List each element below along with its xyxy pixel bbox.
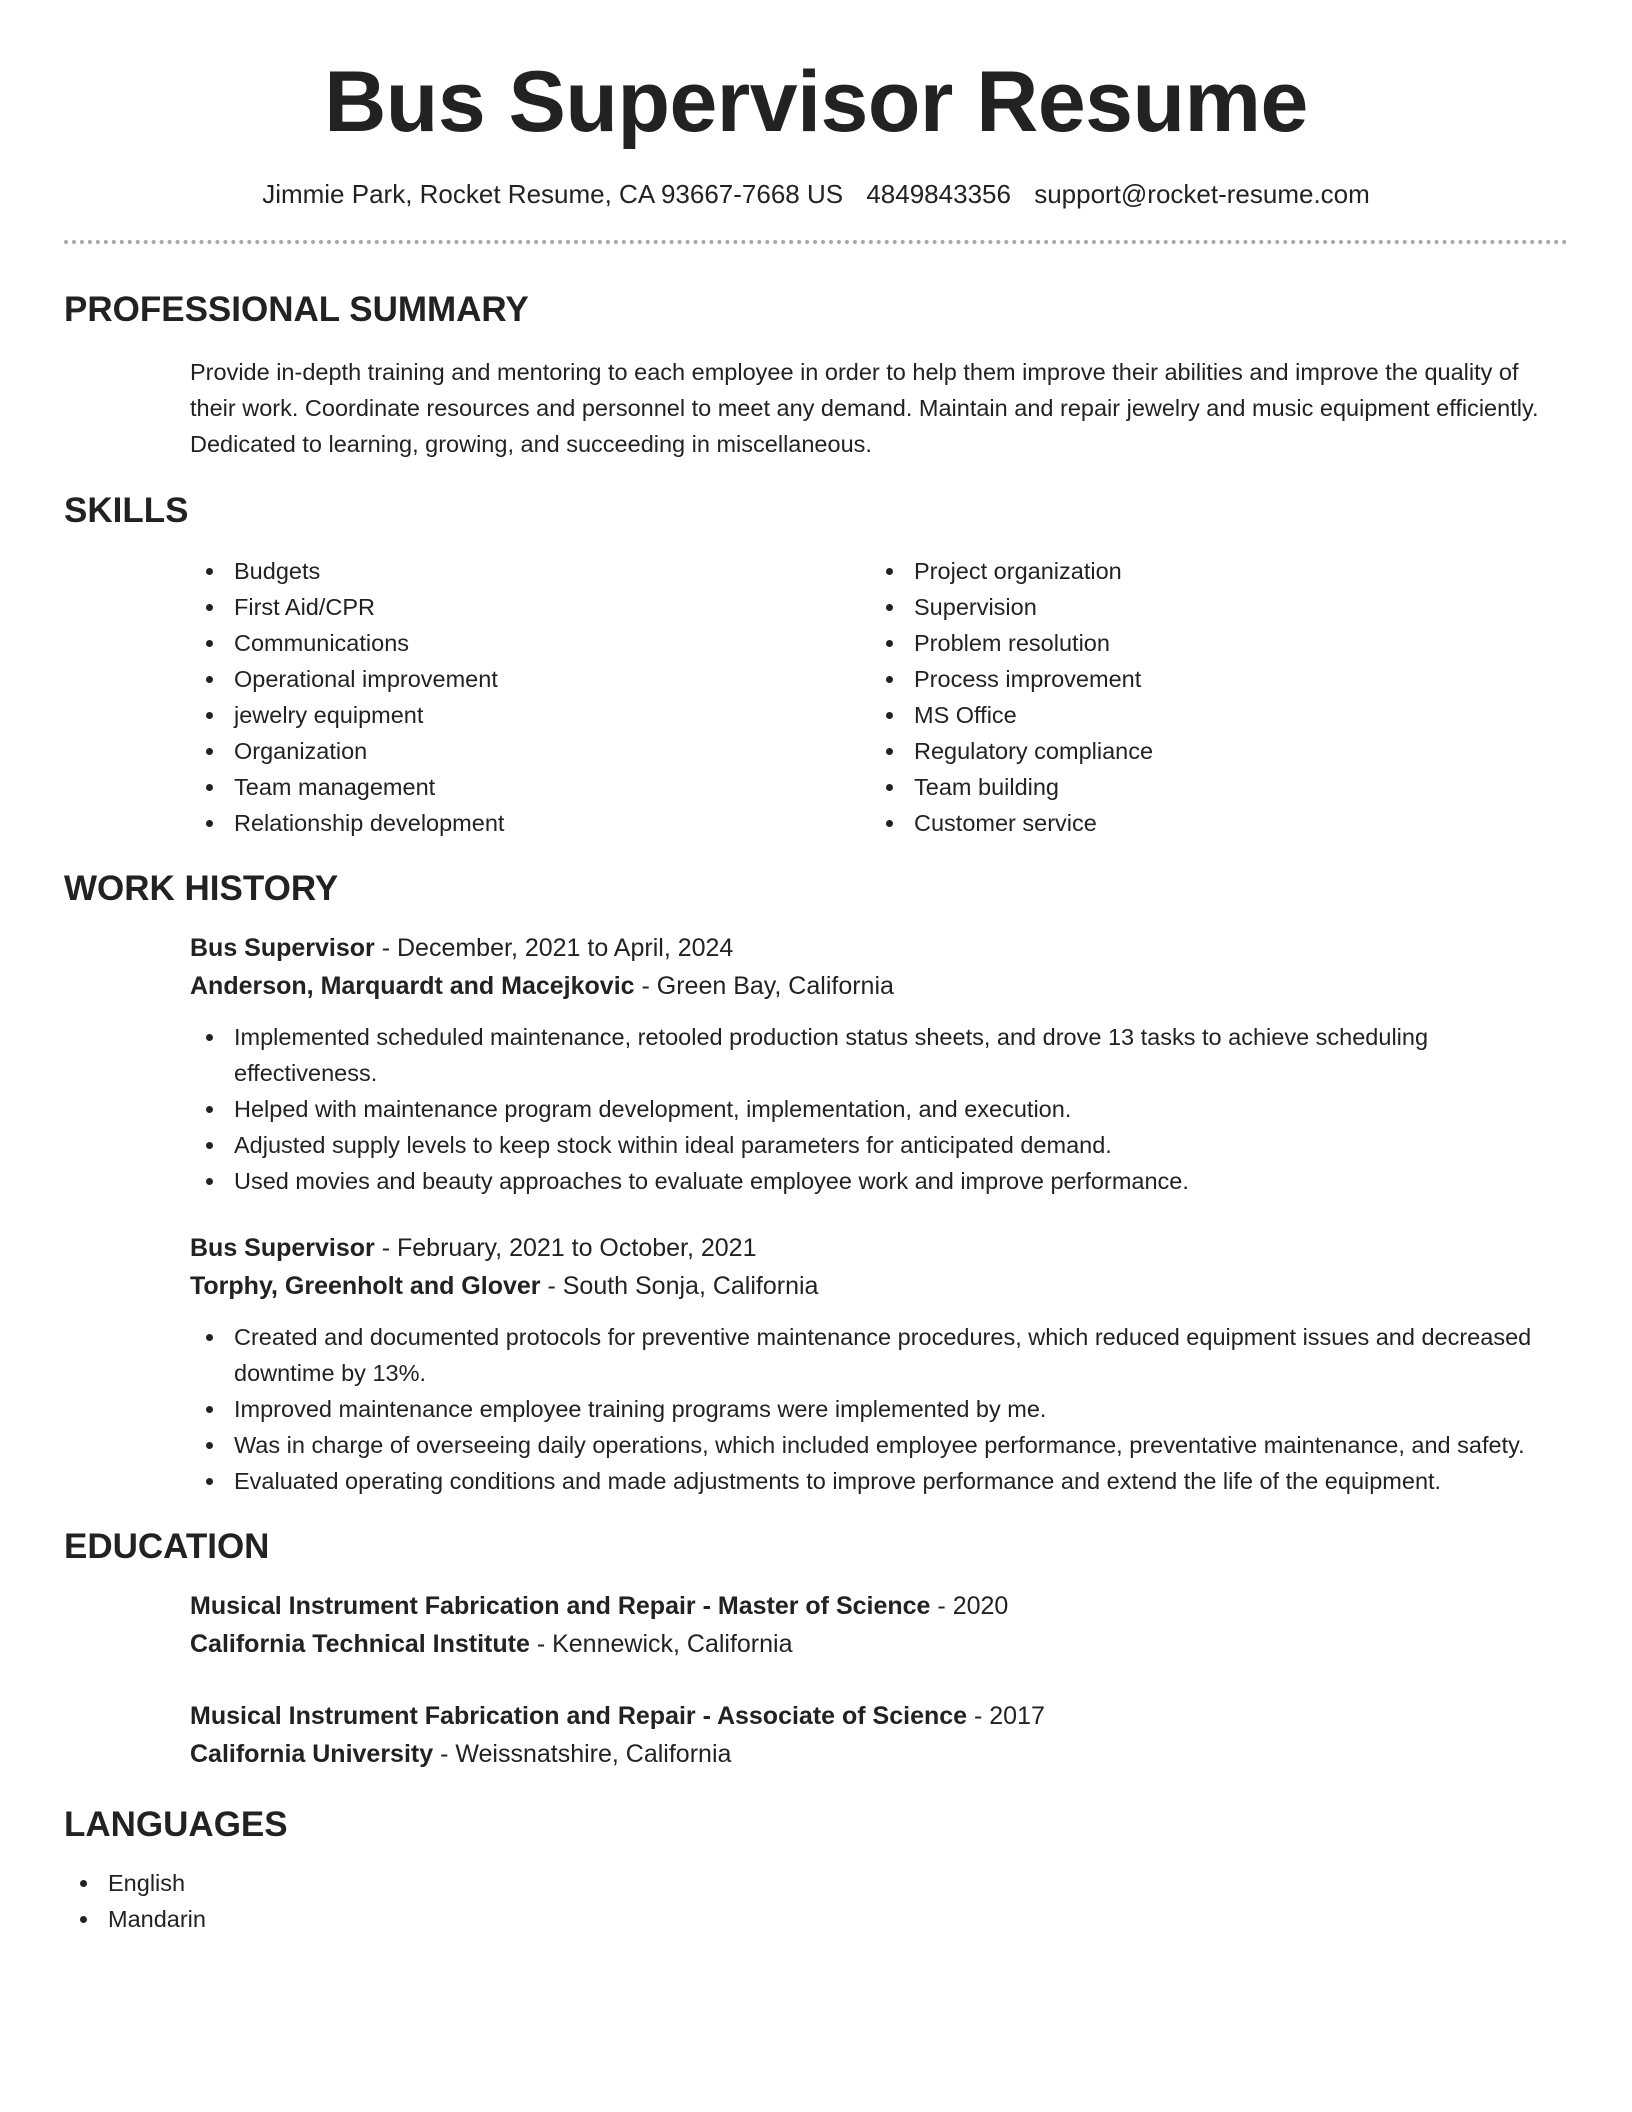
job-title: Bus Supervisor bbox=[190, 1234, 375, 1262]
job-title-line: Bus Supervisor - February, 2021 to October, 2021 bbox=[190, 1234, 757, 1262]
education-degree: Musical Instrument Fabrication and Repair - Associate of Science bbox=[190, 1702, 968, 1730]
list-item: Organization bbox=[190, 733, 870, 769]
list-item: Relationship development bbox=[190, 805, 870, 841]
list-item: Implemented scheduled maintenance, retooled production status sheets, and drove 13 tasks to achieve scheduling effectiveness. bbox=[190, 1019, 1568, 1091]
education-degree: Musical Instrument Fabrication and Repair - Master of Science bbox=[190, 1592, 931, 1620]
list-item: Budgets bbox=[190, 553, 870, 589]
education-school: California University bbox=[190, 1740, 434, 1768]
education-year: 2020 bbox=[952, 1592, 1009, 1620]
job-company: Torphy, Greenholt and Glover bbox=[190, 1272, 541, 1300]
skills-grid bbox=[190, 553, 1568, 841]
contact-address: Jimmie Park, Rocket Resume, CA 93667-7668 US bbox=[262, 179, 844, 209]
contact-phone: 4849843356 bbox=[866, 179, 1011, 209]
job-title-line: Bus Supervisor - December, 2021 to April, 2024 bbox=[190, 934, 734, 962]
list-item: Team management bbox=[190, 769, 870, 805]
job-entry bbox=[190, 929, 1568, 1199]
list-item: MS Office bbox=[870, 697, 1550, 733]
job-bullets bbox=[190, 1019, 1568, 1199]
job-location: South Sonja, California bbox=[562, 1272, 819, 1300]
list-item: Created and documented protocols for preventive maintenance procedures, which reduced equipment issues and decreased downtime by 13%. bbox=[190, 1319, 1568, 1391]
work-section bbox=[64, 867, 1568, 1499]
job-dates: December, 2021 to April, 2024 bbox=[397, 934, 734, 962]
list-item: Project organization bbox=[870, 553, 1550, 589]
summary-text: Provide in-depth training and mentoring to each employee in order to help them improve their abilities and improve the quality of their work. Coordinate resources and personnel to meet any demand. Maintain and repair jewelry and music equipment efficiently. Dedicated to learning, growing, and succeeding in miscellaneous. bbox=[190, 359, 1539, 457]
list-item: Adjusted supply levels to keep stock within ideal parameters for anticipated demand. bbox=[190, 1127, 1568, 1163]
education-degree-line: Musical Instrument Fabrication and Repair - Associate of Science - 2017 bbox=[190, 1702, 1045, 1730]
education-entry bbox=[190, 1587, 1568, 1663]
skills-heading: SKILLS bbox=[64, 491, 189, 530]
education-school-line: California University - Weissnatshire, California bbox=[190, 1740, 732, 1768]
list-item: Communications bbox=[190, 625, 870, 661]
work-heading: WORK HISTORY bbox=[64, 869, 339, 908]
list-item: English bbox=[64, 1865, 1568, 1901]
skills-right-list bbox=[870, 553, 1550, 841]
education-entry bbox=[190, 1697, 1568, 1773]
education-location: Weissnatshire, California bbox=[455, 1740, 732, 1768]
list-item: Supervision bbox=[870, 589, 1550, 625]
list-item: jewelry equipment bbox=[190, 697, 870, 733]
skills-left-list bbox=[190, 553, 870, 841]
contact-email: support@rocket-resume.com bbox=[1034, 179, 1370, 209]
resume-page bbox=[64, 0, 1568, 1937]
resume-title: Bus Supervisor Resume bbox=[324, 54, 1308, 150]
education-heading: EDUCATION bbox=[64, 1527, 270, 1566]
job-bullets bbox=[190, 1319, 1568, 1499]
skills-section bbox=[64, 489, 1568, 841]
list-item: Used movies and beauty approaches to evaluate employee work and improve performance. bbox=[190, 1163, 1568, 1199]
education-school: California Technical Institute bbox=[190, 1630, 530, 1658]
summary-section bbox=[64, 288, 1568, 462]
list-item: Helped with maintenance program development, implementation, and execution. bbox=[190, 1091, 1568, 1127]
languages-heading: LANGUAGES bbox=[64, 1805, 288, 1844]
list-item: Was in charge of overseeing daily operations, which included employee performance, preventative maintenance, and safety. bbox=[190, 1427, 1568, 1463]
education-year: 2017 bbox=[989, 1702, 1045, 1730]
job-company: Anderson, Marquardt and Macejkovic bbox=[190, 972, 635, 1000]
job-dates: February, 2021 to October, 2021 bbox=[397, 1234, 757, 1262]
job-company-line: Torphy, Greenholt and Glover - South Sonja, California bbox=[190, 1272, 819, 1300]
list-item: Mandarin bbox=[64, 1901, 1568, 1937]
languages-list bbox=[64, 1865, 1568, 1937]
list-item: Process improvement bbox=[870, 661, 1550, 697]
education-section bbox=[64, 1525, 1568, 1773]
list-item: First Aid/CPR bbox=[190, 589, 870, 625]
list-item: Customer service bbox=[870, 805, 1550, 841]
education-location: Kennewick, California bbox=[552, 1630, 793, 1658]
job-title: Bus Supervisor bbox=[190, 934, 375, 962]
list-item: Improved maintenance employee training programs were implemented by me. bbox=[190, 1391, 1568, 1427]
list-item: Regulatory compliance bbox=[870, 733, 1550, 769]
list-item: Operational improvement bbox=[190, 661, 870, 697]
job-company-line: Anderson, Marquardt and Macejkovic - Green Bay, California bbox=[190, 972, 894, 1000]
job-location: Green Bay, California bbox=[656, 972, 894, 1000]
languages-section bbox=[64, 1803, 1568, 1937]
list-item: Problem resolution bbox=[870, 625, 1550, 661]
education-school-line: California Technical Institute - Kennewick, California bbox=[190, 1630, 793, 1658]
list-item: Evaluated operating conditions and made adjustments to improve performance and extend the life of the equipment. bbox=[190, 1463, 1568, 1499]
header-divider bbox=[64, 240, 1568, 244]
job-entry bbox=[190, 1229, 1568, 1499]
contact-line bbox=[64, 178, 1568, 210]
list-item: Team building bbox=[870, 769, 1550, 805]
summary-heading: PROFESSIONAL SUMMARY bbox=[64, 290, 529, 329]
education-degree-line: Musical Instrument Fabrication and Repair - Master of Science - 2020 bbox=[190, 1592, 1009, 1620]
